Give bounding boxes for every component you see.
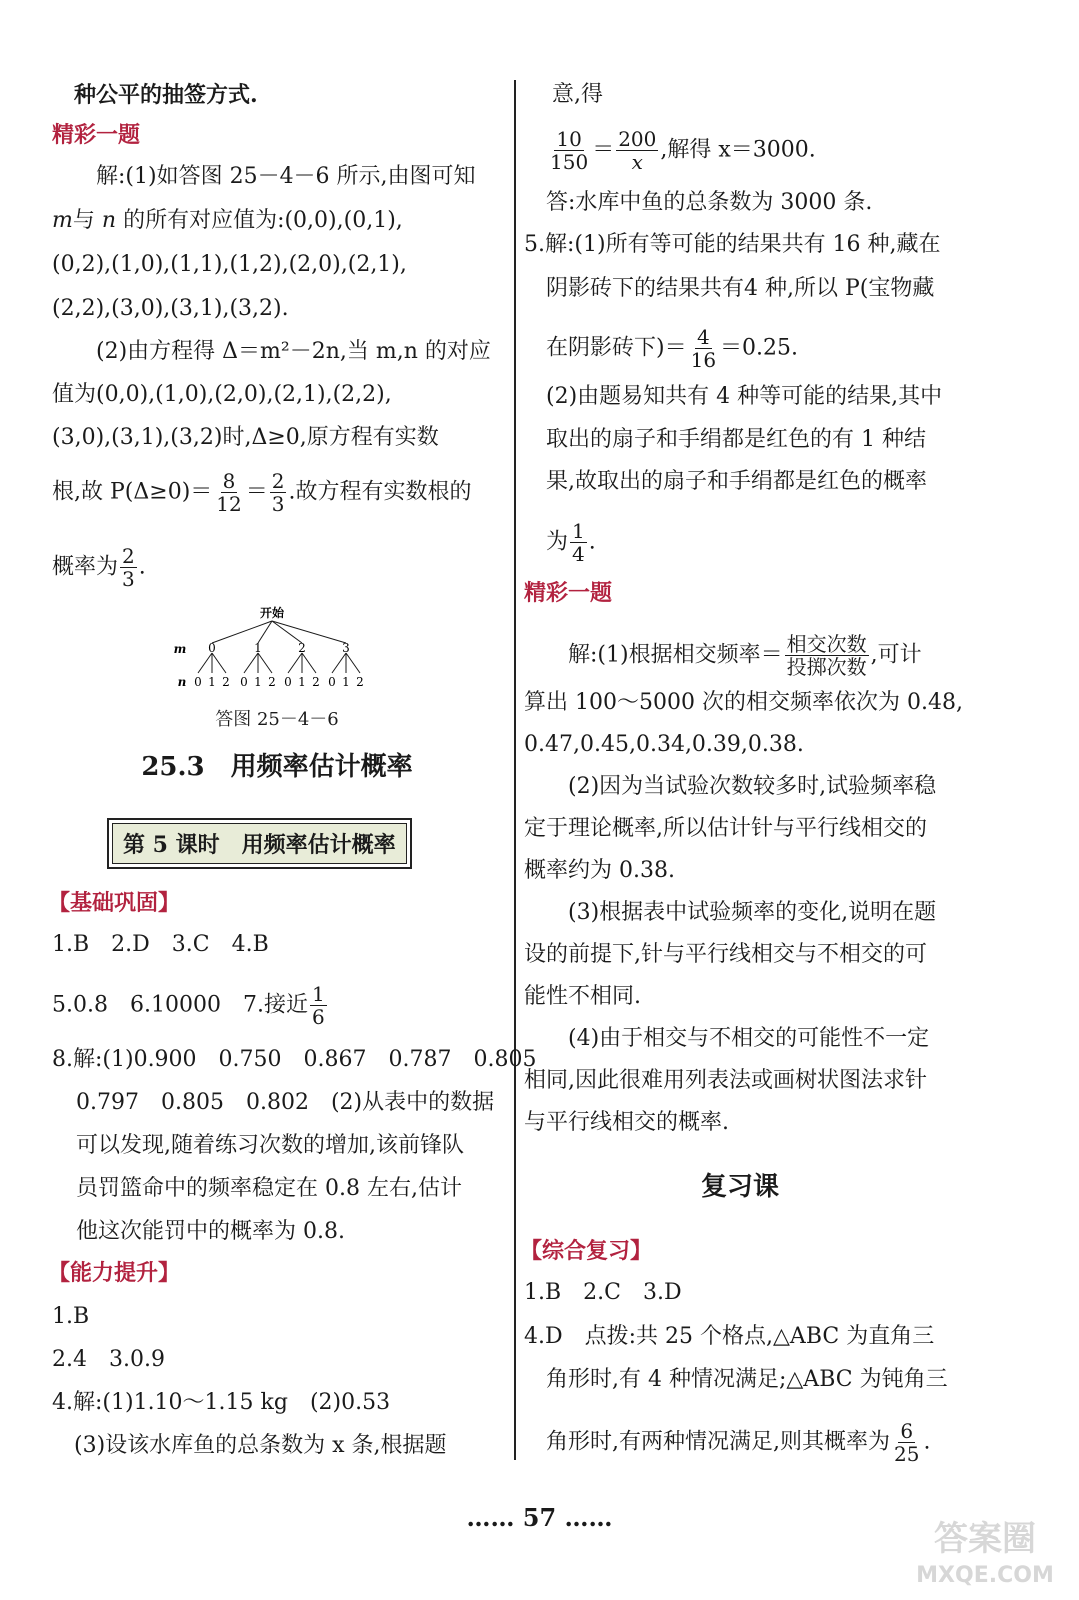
section-label: 精彩一题 [524,580,613,606]
tree-n-value: 2 [356,675,364,689]
text-span: 在阴影砖下)＝ [546,335,687,361]
figure-caption: 答图 25－4－6 [215,709,339,730]
tree-diagram [172,605,382,693]
text-span: . [138,554,146,580]
text-line: (2)由方程得 Δ＝m²－2n,当 m,n 的对应 [96,339,491,364]
tree-n-value: 2 [222,675,230,689]
denominator: 25 [894,1442,920,1466]
numerator: 2 [271,469,285,493]
text-line: (3,0),(3,1),(3,2)时,Δ≥0,原方程有实数 [52,425,439,450]
tree-m-value: 3 [342,641,350,655]
fraction [616,128,658,173]
answer-line: 0.797 0.805 0.802 (2)从表中的数据 [76,1090,495,1115]
answer-line: 1.B 2.D 3.C 4.B [52,932,269,957]
text-line: 取出的扇子和手绢都是红色的有 1 种结 [546,427,926,452]
text-line [52,545,146,590]
watermark-url: MXQE.COM [916,1563,1054,1588]
numerator: 8 [222,469,236,493]
text-line: 果,故取出的扇子和手绢都是红色的概率 [546,469,927,494]
fraction [689,326,718,371]
fraction [892,1420,921,1465]
text-line: 定于理论概率,所以估计针与平行线相交的 [524,816,927,841]
denominator: 12 [216,492,242,516]
denominator: 6 [311,1005,325,1029]
column-divider [514,80,516,1460]
tree-n-value: 0 [284,675,292,689]
lesson-title-box [107,818,412,869]
watermark-text: 答案圈 [934,1519,1036,1559]
tree-root-label: 开始 [259,606,285,620]
denominator: 3 [271,492,285,516]
fraction [120,545,137,590]
text-span: 角形时,有两种情况满足,则其概率为 [546,1429,890,1455]
answer-line: 8.解:(1)0.900 0.750 0.867 0.787 0.805 [52,1047,537,1072]
answer-line [546,1420,930,1465]
tree-n-value: 2 [312,675,320,689]
numerator: 相交次数 [786,632,867,656]
answer-line [52,983,329,1028]
text-line: $\frac{10}{150}$ ＝ $\frac{200}{x}$ ,解得 x＝3000. [550,127,816,174]
text-line: 能性不相同. [524,984,641,1009]
text-line: 意,得 [552,82,603,107]
fraction [270,470,287,515]
tree-m-value: 0 [208,641,216,655]
numerator: 1 [572,519,585,543]
answer-line: 2.4 3.0.9 [52,1347,165,1372]
text-line: 设的前提下,针与平行线相交与不相交的可 [524,942,927,967]
text-line [546,326,798,371]
answer-line: 4.D 点拨:共 25 个格点,△ABC 为直角三 [524,1324,935,1349]
var-n: n [101,208,117,233]
tree-n-label: n [177,675,187,689]
text-line: 5.解:(1)所有等可能的结果共有 16 种,藏在 [524,232,941,257]
text-line: 阴影砖下的结果共有4 种,所以 P(宝物藏 [546,276,935,301]
text-line: 0.47,0.45,0.34,0.39,0.38. [524,732,804,757]
text-span: .故方程有实数根的 [288,479,472,505]
answer-line: 4.解:(1)1.10～1.15 kg (2)0.53 [52,1390,391,1415]
text-line: 值为(0,0),(1,0),(2,0),(2,1),(2,2), [52,382,392,407]
answer-line: 员罚篮命中的频率稳定在 0.8 左右,估计 [76,1176,462,1201]
section-title: 25.3 用频率估计概率 [141,752,413,782]
denominator: x [631,150,643,174]
text-span: 与 [72,208,95,233]
watermark-logo [905,1510,1065,1590]
text-span: 解:(1)根据相交频率＝ [568,642,783,668]
tree-m-value: 1 [254,641,262,655]
lesson-title: 第 5 课时 用频率估计概率 [112,823,407,864]
text-line: (2)由题易知共有 4 种等可能的结果,其中 [546,384,943,409]
denominator: 投掷次数 [786,655,867,679]
page-number: …… 57 …… [466,1503,613,1532]
numerator: 10 [556,127,582,151]
section-bracket-label: 【能力提升】 [48,1260,181,1286]
answer-line: (3)设该水库鱼的总条数为 x 条,根据题 [74,1433,447,1458]
fraction [785,633,869,678]
tree-n-value: 1 [298,675,306,689]
numerator: 2 [122,544,135,568]
text-span: 概率为 [52,554,119,580]
denominator: 3 [122,567,135,591]
text-span: 5.0.8 6.10000 7.接近 [52,992,308,1018]
tree-n-value: 1 [342,675,350,689]
review-title: 复习课 [700,1172,779,1202]
section-label: 精彩一题 [52,122,141,148]
numerator: 4 [696,325,710,349]
var-m: m [52,208,73,233]
text-span: . [588,529,596,555]
section-bracket-label: 【综合复习】 [520,1238,653,1264]
text-line [546,520,596,565]
text-span: ＝ [245,479,268,505]
text-line: (0,2),(1,0),(1,1),(1,2),(2,0),(2,1), [52,252,407,277]
fraction [214,470,243,515]
text-line: (2)因为当试验次数较多时,试验频率稳 [568,774,937,799]
tree-n-value: 1 [254,675,262,689]
text-line [568,633,922,678]
text-span: 为 [546,529,569,555]
denominator: 16 [690,348,717,372]
denominator: 150 [550,150,589,174]
fraction [310,983,327,1028]
text-line: 解:(1)如答图 25－4－6 所示,由图可知 [96,164,476,189]
text-line: (3)根据表中试验频率的变化,说明在题 [568,900,937,925]
tree-n-value: 2 [268,675,276,689]
text-line: (2,2),(3,0),(3,1),(3,2). [52,296,289,321]
numerator: 6 [900,1419,914,1443]
numerator: 200 [618,127,657,151]
tree-n-value: 1 [208,675,216,689]
fraction [570,520,587,565]
text-line [52,470,471,515]
tree-m-label: m [173,642,187,656]
section-bracket-label: 【基础巩固】 [48,890,181,916]
answer-line: 他这次能罚中的概率为 0.8. [76,1219,345,1244]
answer-line: 1.B [52,1304,90,1329]
text-span: ,解得 x＝3000. [660,137,816,163]
tree-n-value: 0 [194,675,202,689]
text-line: 答:水库中鱼的总条数为 3000 条. [546,190,873,215]
text-line: 相同,因此很难用列表法或画树状图法求针 [524,1068,927,1093]
text-line: 概率约为 0.38. [524,858,675,883]
denominator: 4 [572,542,585,566]
text-line: (4)由于相交与不相交的可能性不一定 [568,1026,930,1051]
tree-m-value: 2 [298,641,306,655]
text-line: 算出 100～5000 次的相交频率依次为 0.48, [524,690,963,715]
numerator: 1 [311,982,325,1006]
text-line [52,206,403,236]
text-line: 种公平的抽签方式. [74,82,258,108]
text-span: ,可计 [870,642,922,668]
answer-line: 1.B 2.C 3.D [524,1280,682,1305]
fraction [548,128,590,173]
answer-line: 可以发现,随着练习次数的增加,该前锋队 [76,1133,464,1158]
tree-n-value: 0 [240,675,248,689]
text-span: . [923,1429,931,1455]
text-span: ＝0.25. [720,335,799,361]
text-span: 根,故 P(Δ≥0)＝ [52,479,213,505]
text-span: 的所有对应值为:(0,0),(0,1), [123,208,403,233]
text-line: 与平行线相交的概率. [524,1110,729,1135]
answer-line: 角形时,有 4 种情况满足;△ABC 为钝角三 [546,1367,948,1392]
tree-n-value: 0 [328,675,336,689]
